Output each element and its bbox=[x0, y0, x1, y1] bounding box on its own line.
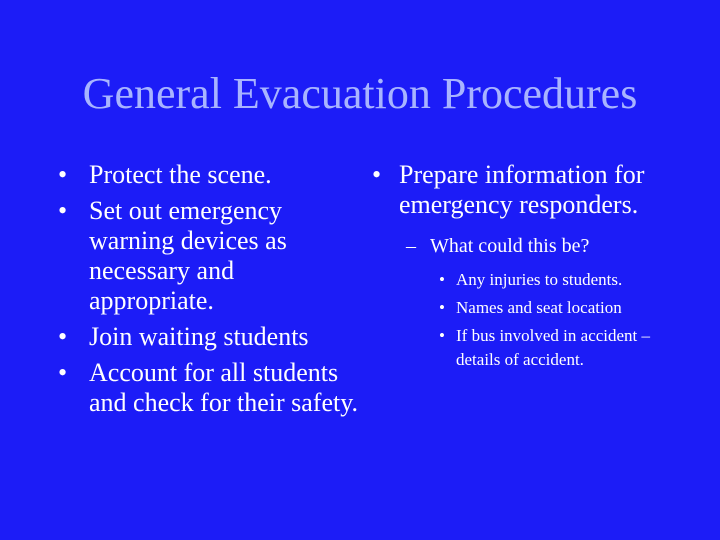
sub-sub-bullet-item: • Any injuries to students. bbox=[436, 268, 678, 292]
sub-bullet-item bbox=[398, 234, 678, 372]
bullet-text: Prepare information for emergency responders. bbox=[399, 160, 645, 219]
left-bullet-list bbox=[58, 160, 358, 418]
slide-title: General Evacuation Procedures bbox=[82, 69, 638, 118]
sub-bullet-text: What could this be? bbox=[430, 235, 590, 257]
bullet-item: • Set out emergency warning devices as necessary and appropriate. bbox=[58, 196, 358, 316]
bullet-item: • Join waiting students bbox=[58, 322, 358, 352]
sub-sub-bullet-list bbox=[436, 268, 678, 372]
bullet-item: • Protect the scene. bbox=[58, 160, 358, 190]
right-column bbox=[378, 160, 678, 378]
sub-sub-bullet-item: • If bus involved in accident – details of accident. bbox=[436, 324, 678, 372]
right-bullet-list bbox=[378, 160, 678, 372]
left-column bbox=[58, 160, 358, 424]
sub-bullet-list bbox=[398, 234, 678, 372]
sub-sub-bullet-item: • Names and seat location bbox=[436, 296, 678, 320]
bullet-item bbox=[378, 160, 678, 372]
bullet-item: • Account for all students and check for their safety. bbox=[58, 358, 358, 418]
